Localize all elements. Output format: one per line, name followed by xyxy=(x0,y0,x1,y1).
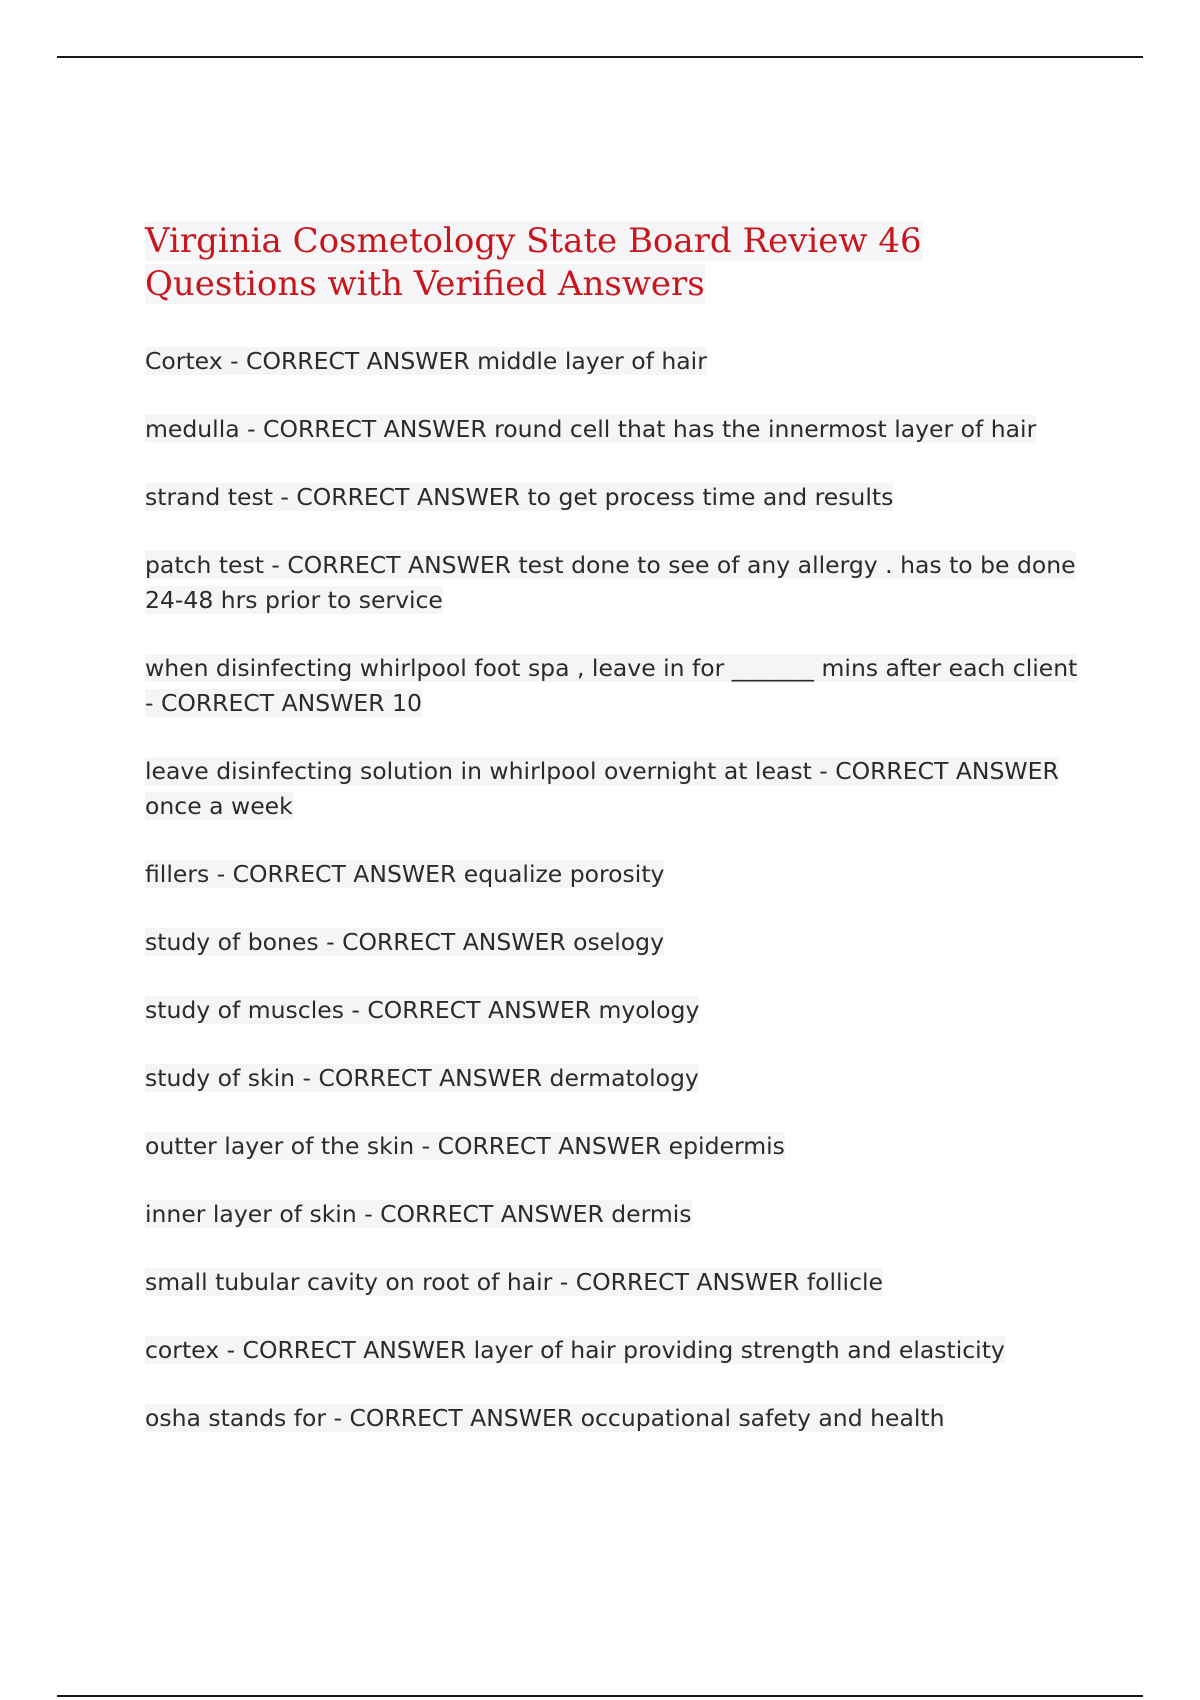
qa-item: osha stands for - CORRECT ANSWER occupational safety and health xyxy=(145,1404,945,1432)
qa-item: leave disinfecting solution in whirlpool overnight at least - CORRECT ANSWER once a week xyxy=(145,757,1059,820)
bottom-rule xyxy=(57,1695,1143,1697)
qa-item: study of bones - CORRECT ANSWER oselogy xyxy=(145,928,664,956)
qa-item: strand test - CORRECT ANSWER to get process time and results xyxy=(145,483,894,511)
qa-item: outter layer of the skin - CORRECT ANSWER epidermis xyxy=(145,1132,785,1160)
document-body xyxy=(145,220,1085,1469)
qa-item: study of skin - CORRECT ANSWER dermatology xyxy=(145,1064,699,1092)
qa-item: inner layer of skin - CORRECT ANSWER dermis xyxy=(145,1200,692,1228)
document-title: Virginia Cosmetology State Board Review 46 Questions with Verified Answers xyxy=(145,221,922,304)
qa-item: study of muscles - CORRECT ANSWER myology xyxy=(145,996,700,1024)
qa-item: cortex - CORRECT ANSWER layer of hair providing strength and elasticity xyxy=(145,1336,1005,1364)
qa-item: medulla - CORRECT ANSWER round cell that has the innermost layer of hair xyxy=(145,415,1037,443)
qa-item: patch test - CORRECT ANSWER test done to see of any allergy . has to be done 24-48 hrs prior to service xyxy=(145,551,1076,614)
qa-item: when disinfecting whirlpool foot spa , leave in for _______ mins after each client - CORRECT ANSWER 10 xyxy=(145,654,1078,717)
qa-item: small tubular cavity on root of hair - CORRECT ANSWER follicle xyxy=(145,1268,883,1296)
qa-item: fillers - CORRECT ANSWER equalize porosity xyxy=(145,860,665,888)
top-rule xyxy=(57,56,1143,58)
qa-item: Cortex - CORRECT ANSWER middle layer of hair xyxy=(145,347,707,375)
